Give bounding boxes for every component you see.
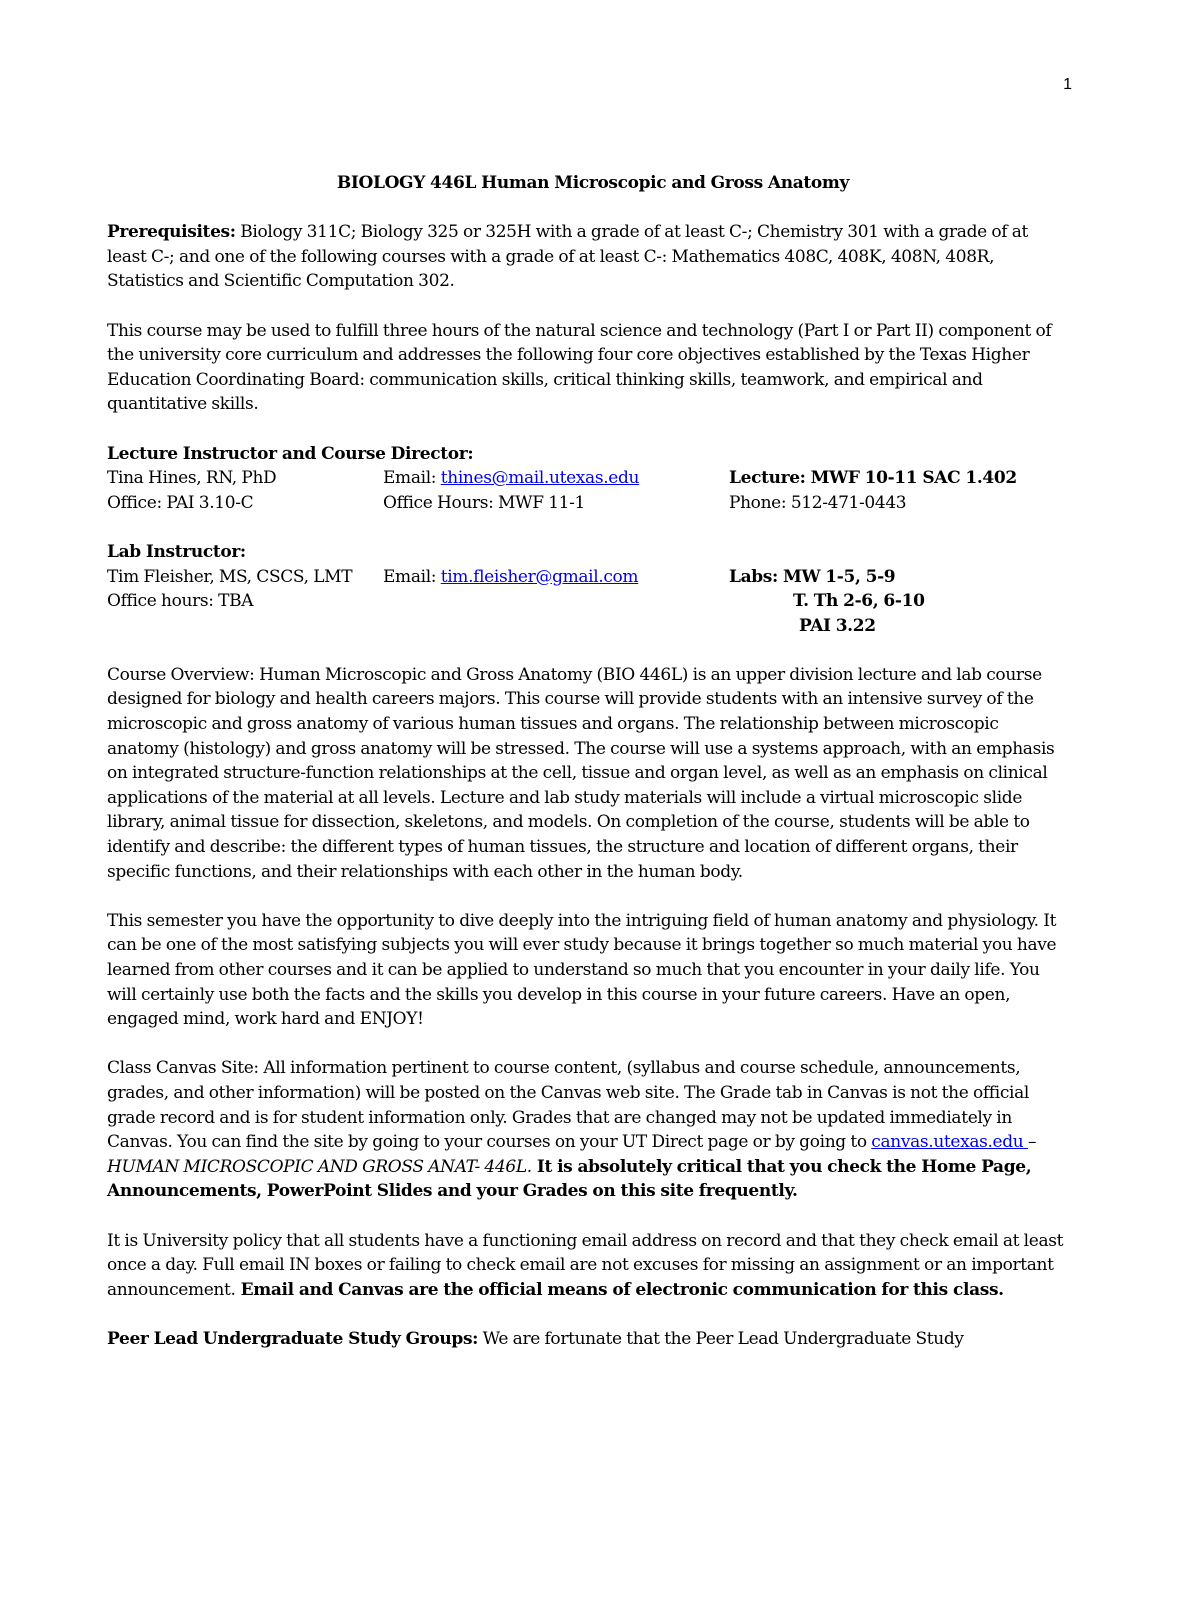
course-title: BIOLOGY 446L Human Microscopic and Gross Anatomy xyxy=(336,173,850,193)
lecture-office-hours: Office Hours: MWF 11-1 xyxy=(383,492,586,513)
canvas-critical-note: It is absolutely critical that you check the Home Page, Announcements, PowerPoint Slides and your Grades on this site frequently. xyxy=(107,1156,1032,1202)
labs-time-2: T. Th 2-6, 6-10 xyxy=(793,591,925,612)
prerequisites-text: Biology 311C; Biology 325 or 325H with a grade of at least C-; Chemistry 301 with a grade of at least C-; and one of the following courses with a grade of at least C-: Mathematics 408C, 408K, 408N, 408R, Statistics and Scientific Computation 302. xyxy=(107,222,1029,292)
prerequisites-paragraph xyxy=(107,220,1067,294)
page-number: 1 xyxy=(1063,76,1072,93)
canvas-label: Class Canvas Site: xyxy=(107,1058,259,1079)
peer-study-paragraph xyxy=(107,1327,1067,1352)
email-policy-note: Email and Canvas are the official means of electronic communication for this class. xyxy=(235,1279,1004,1300)
lab-instructor-name: Tim Fleisher, MS, CSCS, LMT xyxy=(107,566,353,587)
course-overview-label: Course Overview: xyxy=(107,664,255,685)
lecture-phone: Phone: 512-471-0443 xyxy=(729,492,907,513)
lab-email: Email: tim.fleisher@gmail.com xyxy=(383,566,639,587)
lecture-email: Email: thines@mail.utexas.edu xyxy=(383,468,640,489)
prerequisites-label: Prerequisites: xyxy=(107,222,236,243)
core-curriculum-paragraph: This course may be used to fulfill three hours of the natural science and technology (Part I or Part II) component of the university core curriculum and addresses the following four core objectives established by the Texas Higher Education Coordinating Board: communication skills, critical thinking skills, teamwork, and empirical and quantitative skills. xyxy=(107,320,1052,415)
canvas-paragraph: Class Canvas Site: All information pertinent to course content, (syllabus and course schedule, announcements, grades, and other information) will be posted on the Canvas web site. The Grade tab in Canvas is not the official grade record and is for student information only. Grades that are changed may not be updated immediately in Canvas. You can find the site by going to your courses on your UT Direct page or by going to canvas.utexas.edu – HUMAN MICROSCOPIC AND GROSS ANAT- 446L. It is absolutely critical that you check the Home Page, Announcements, PowerPoint Slides and your Grades on this site frequently. xyxy=(107,1058,1037,1202)
lecture-email-link[interactable]: thines@mail.utexas.edu xyxy=(440,468,640,489)
canvas-course-name: HUMAN MICROSCOPIC AND GROSS ANAT- 446L. xyxy=(107,1156,532,1177)
labs-room: PAI 3.22 xyxy=(799,615,876,636)
course-overview-paragraph xyxy=(107,663,1067,884)
course-overview-text: Human Microscopic and Gross Anatomy (BIO 446L) is an upper division lecture and lab course designed for biology and health careers majors. This course will provide students with an intensive survey of the microscopic and gross anatomy of various human tissues and organs. The relationship between microscopic anatomy (histology) and gross anatomy will be stressed. The course will use a systems approach, with an emphasis on integrated structure-function relationships at the cell, tissue and organ level, as well as an emphasis on clinical applications of the material at all levels. Lecture and lab study materials will include a virtual microscopic slide library, animal tissue for dissection, skeletons, and models. On completion of the course, students will be able to identify and describe: the different types of human tissues, the structure and location of different organs, their specific functions, and their relationships with each other in the human body. xyxy=(107,664,1055,882)
lab-office-hours: Office hours: TBA xyxy=(107,591,254,612)
lecture-row-2 xyxy=(107,491,1067,516)
lab-instructor-heading: Lab Instructor: xyxy=(107,541,246,562)
peer-study-text: We are fortunate that the Peer Lead Undergraduate Study xyxy=(478,1328,964,1349)
semester-paragraph: This semester you have the opportunity to dive deeply into the intriguing field of human anatomy and physiology. It can be one of the most satisfying subjects you will ever study because it brings together so much material you have learned from other courses and it can be applied to understand so much that you encounter in your daily life. You will certainly use both the facts and the skills you develop in this course in your future careers. Have an open, engaged mind, work hard and ENJOY! xyxy=(107,910,1057,1030)
lab-row-1 xyxy=(107,565,1067,590)
canvas-text: All information pertinent to course content, (syllabus and course schedule, announcements, grades, and other information) will be posted on the Canvas web site. The Grade tab in Canvas is not the official grade record and is for student information only. Grades that are changed may not be updated immediately in Canvas. You can find the site by going to your courses on your UT Direct page or by going to xyxy=(107,1058,1029,1153)
lecture-time: Lecture: MWF 10-11 SAC 1.402 xyxy=(729,468,1017,489)
lab-row-3 xyxy=(107,614,1067,639)
lecture-instructor-heading: Lecture Instructor and Course Director: xyxy=(107,443,474,464)
peer-study-label: Peer Lead Undergraduate Study Groups: xyxy=(107,1328,479,1349)
lecture-row-1 xyxy=(107,466,1067,491)
lecture-instructor-name: Tina Hines, RN, PhD xyxy=(107,468,277,489)
lecture-office: Office: PAI 3.10-C xyxy=(107,492,254,513)
lab-email-link[interactable]: tim.fleisher@gmail.com xyxy=(440,566,639,587)
document-body xyxy=(107,171,1067,1352)
labs-time: Labs: MW 1-5, 5-9 xyxy=(729,566,896,587)
canvas-link[interactable]: canvas.utexas.edu xyxy=(871,1132,1028,1153)
email-policy-text: It is University policy that all students have a functioning email address on record and that they check email at least once a day. Full email IN boxes or failing to check email are not excuses for missing an assignment or an important announcement. xyxy=(107,1230,1064,1300)
email-policy-paragraph xyxy=(107,1229,1067,1303)
lab-row-2 xyxy=(107,589,1067,614)
